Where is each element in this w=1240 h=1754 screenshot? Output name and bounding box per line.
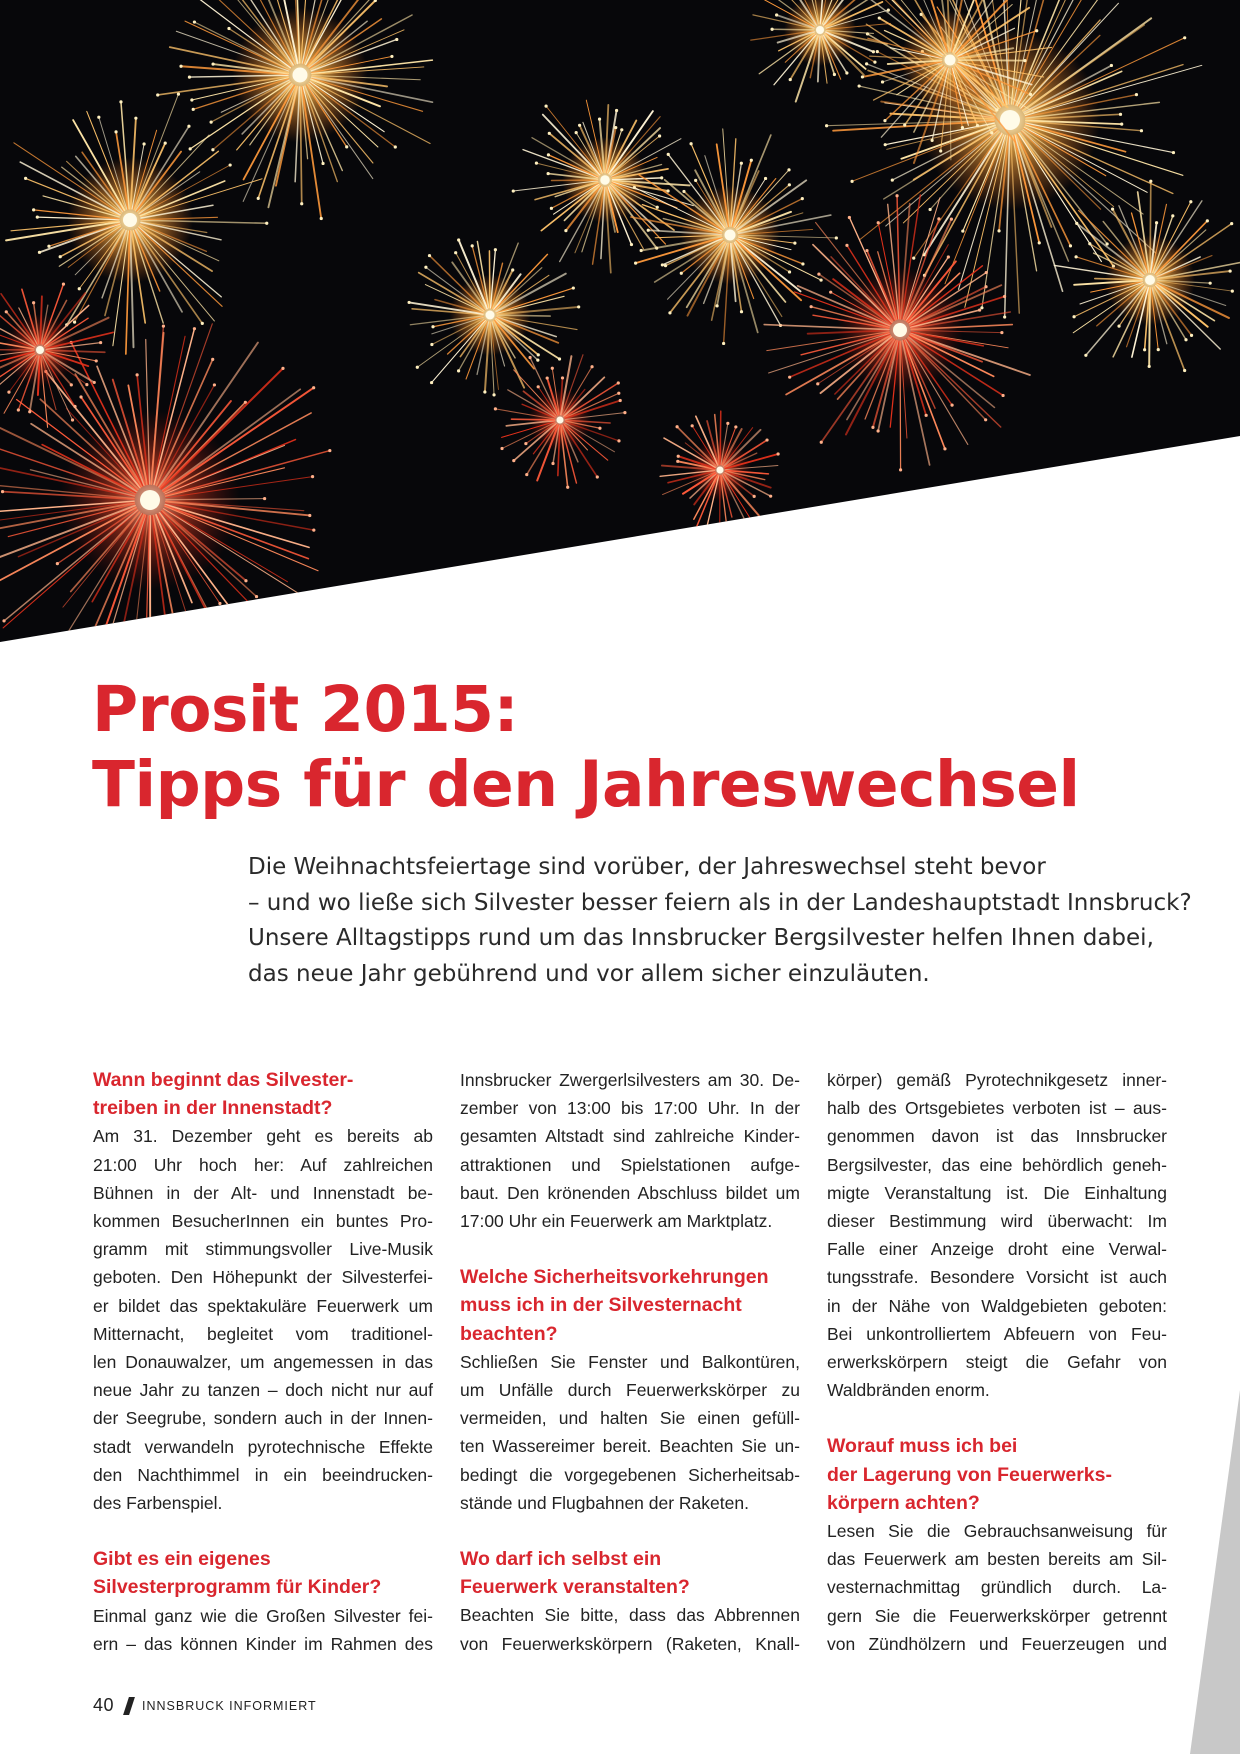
- text-line: 21:00 Uhr hoch her: Auf zahlreichen: [93, 1154, 433, 1175]
- text-line: gramm mit stimmungsvoller Live-Musik: [93, 1239, 433, 1260]
- text-line: Bühnen in der Alt- und Innenstadt be-: [93, 1182, 433, 1203]
- text-line: erwerkskörpern steigt die Gefahr von: [827, 1352, 1167, 1373]
- article-column-2: [460, 1066, 800, 1658]
- text-line: vermeiden, und halten Sie einen gefüll-: [460, 1408, 800, 1429]
- lead-paragraph: [248, 850, 1208, 992]
- text-line: Bei unkontrolliertem Abfeuern von Feu-: [827, 1323, 1167, 1344]
- text-line: Beachten Sie bitte, dass das Abbrennen: [460, 1605, 800, 1626]
- heading-line: Welche Sicherheitsvorkehrungen: [460, 1266, 769, 1289]
- publication-name: INNSBRUCK INFORMIERT: [142, 1698, 317, 1713]
- section-heading: [93, 1066, 433, 1122]
- text-line: von Zündhölzern und Feuerzeugen und: [827, 1633, 1167, 1654]
- heading-line: muss ich in der Silvesternacht: [460, 1294, 742, 1317]
- article-column-3: [827, 1066, 1167, 1658]
- text-line: stadt verwandeln pyrotechnische Effekte: [93, 1436, 433, 1457]
- heading-line: Silvesterprogramm für Kinder?: [93, 1576, 382, 1599]
- text-line: bedingt die vorgegebenen Sicherheitsab-: [460, 1464, 800, 1485]
- heading-line: Wo darf ich selbst ein: [460, 1548, 662, 1571]
- text-line: len Donauwalzer, um angemessen in das: [93, 1352, 433, 1373]
- section-heading: [93, 1545, 433, 1601]
- heading-line: beachten?: [460, 1322, 558, 1345]
- text-line: genommen davon ist das Innsbrucker: [827, 1126, 1167, 1147]
- text-line: gern Sie die Feuerwerkskörper getrennt: [827, 1605, 1167, 1626]
- heading-line: der Lagerung von Feuerwerks-: [827, 1463, 1112, 1486]
- text-line: der Seegrube, sondern auch in der Innen-: [93, 1408, 433, 1429]
- text-line: tungsstrafe. Besondere Vorsicht ist auch: [827, 1267, 1167, 1288]
- page-title: [92, 672, 1192, 822]
- text-line: in der Nähe von Waldgebieten geboten:: [827, 1295, 1167, 1316]
- text-line: geboten. Den Höhepunkt der Silvesterfei-: [93, 1267, 433, 1288]
- text-line: Am 31. Dezember geht es bereits ab: [93, 1126, 433, 1147]
- text-line: baut. Den krönenden Abschluss bildet um: [460, 1182, 800, 1203]
- section-heading: [460, 1545, 800, 1601]
- text-line: Schließen Sie Fenster und Balkontüren,: [460, 1351, 800, 1372]
- text-line: halb des Ortsgebietes verboten ist – aus-: [827, 1098, 1167, 1119]
- heading-line: Wann beginnt das Silvester-: [93, 1069, 354, 1091]
- slash-divider-icon: [123, 1697, 135, 1715]
- text-line: des Farbenspiel.: [93, 1493, 223, 1514]
- heading-line: treiben in der Innenstadt?: [93, 1097, 333, 1120]
- body-paragraph: [93, 1122, 433, 1517]
- text-line: den Nachthimmel in ein beeindrucken-: [93, 1464, 433, 1485]
- text-line: ern – das können Kinder im Rahmen des: [93, 1633, 433, 1654]
- heading-line: Gibt es ein eigenes: [93, 1548, 271, 1571]
- text-line: dieser Bestimmung wird überwacht: Im: [827, 1211, 1167, 1232]
- title-line-2: Tipps für den Jahreswechsel: [92, 748, 1080, 821]
- article-column-1: [93, 1066, 433, 1658]
- decorative-grey-wedge: [1180, 1390, 1240, 1754]
- body-paragraph: [460, 1348, 800, 1517]
- text-line: von Feuerwerkskörpern (Raketen, Knall-: [460, 1633, 800, 1654]
- text-line: ten Wassereimer bereit. Beachten Sie un-: [460, 1436, 800, 1457]
- text-line: Einmal ganz wie die Großen Silvester fei-: [93, 1605, 433, 1626]
- text-line: Lesen Sie die Gebrauchsanweisung für: [827, 1521, 1167, 1542]
- heading-line: Worauf muss ich bei: [827, 1435, 1018, 1458]
- body-paragraph: [460, 1066, 800, 1235]
- text-line: gesamten Altstadt sind zahlreiche Kinder-: [460, 1126, 800, 1147]
- text-line: das Feuerwerk am besten bereits am Sil-: [827, 1549, 1167, 1570]
- heading-line: körpern achten?: [827, 1491, 980, 1514]
- title-line-1: Prosit 2015:: [92, 673, 519, 746]
- section-heading: [827, 1432, 1167, 1517]
- body-paragraph: [93, 1602, 433, 1658]
- text-line: 17:00 Uhr ein Feuerwerk am Marktplatz.: [460, 1211, 773, 1232]
- page-number: 40: [93, 1695, 115, 1715]
- fireworks-hero-image: [0, 0, 1240, 660]
- text-line: er bildet das spektakuläre Feuerwerk um: [93, 1295, 433, 1316]
- text-line: um Unfälle durch Feuerwerkskörper zu: [460, 1380, 800, 1401]
- text-line: neue Jahr zu tanzen – doch nicht nur auf: [93, 1380, 433, 1401]
- section-heading: [460, 1263, 800, 1348]
- text-line: vesternachmittag gründlich durch. La-: [827, 1577, 1167, 1598]
- text-line: stände und Flugbahnen der Raketen.: [460, 1492, 749, 1513]
- body-paragraph: [827, 1517, 1167, 1658]
- lead-line: – und wo ließe sich Silvester besser feiern als in der Landeshauptstadt Innsbruck?: [248, 889, 1192, 916]
- text-line: Bergsilvester, das eine behördlich geneh-: [827, 1154, 1167, 1175]
- text-line: Waldbränden enorm.: [827, 1380, 990, 1401]
- text-line: Mitternacht, begleitet vom traditionel-: [93, 1323, 433, 1344]
- text-line: Innsbrucker Zwergerlsilvesters am 30. De-: [460, 1070, 800, 1090]
- lead-line: das neue Jahr gebührend und vor allem sicher einzuläuten.: [248, 960, 930, 987]
- text-line: migte Veranstaltung ist. Die Einhaltung: [827, 1182, 1167, 1203]
- text-line: Falle einer Anzeige droht eine Verwal-: [827, 1239, 1167, 1260]
- text-line: kommen BesucherInnen ein buntes Pro-: [93, 1211, 433, 1232]
- lead-line: Unsere Alltagstipps rund um das Innsbrucker Bergsilvester helfen Ihnen dabei,: [248, 925, 1154, 951]
- text-line: körper) gemäß Pyrotechnikgesetz inner-: [827, 1070, 1167, 1090]
- body-paragraph: [460, 1601, 800, 1657]
- page-footer: [93, 1695, 317, 1716]
- lead-line: Die Weihnachtsfeiertage sind vorüber, der Jahreswechsel steht bevor: [248, 854, 1046, 880]
- text-line: zember von 13:00 bis 17:00 Uhr. In der: [460, 1098, 800, 1119]
- heading-line: Feuerwerk veranstalten?: [460, 1576, 690, 1599]
- body-paragraph: [827, 1066, 1167, 1404]
- text-line: attraktionen und Spielstationen aufge-: [460, 1154, 800, 1175]
